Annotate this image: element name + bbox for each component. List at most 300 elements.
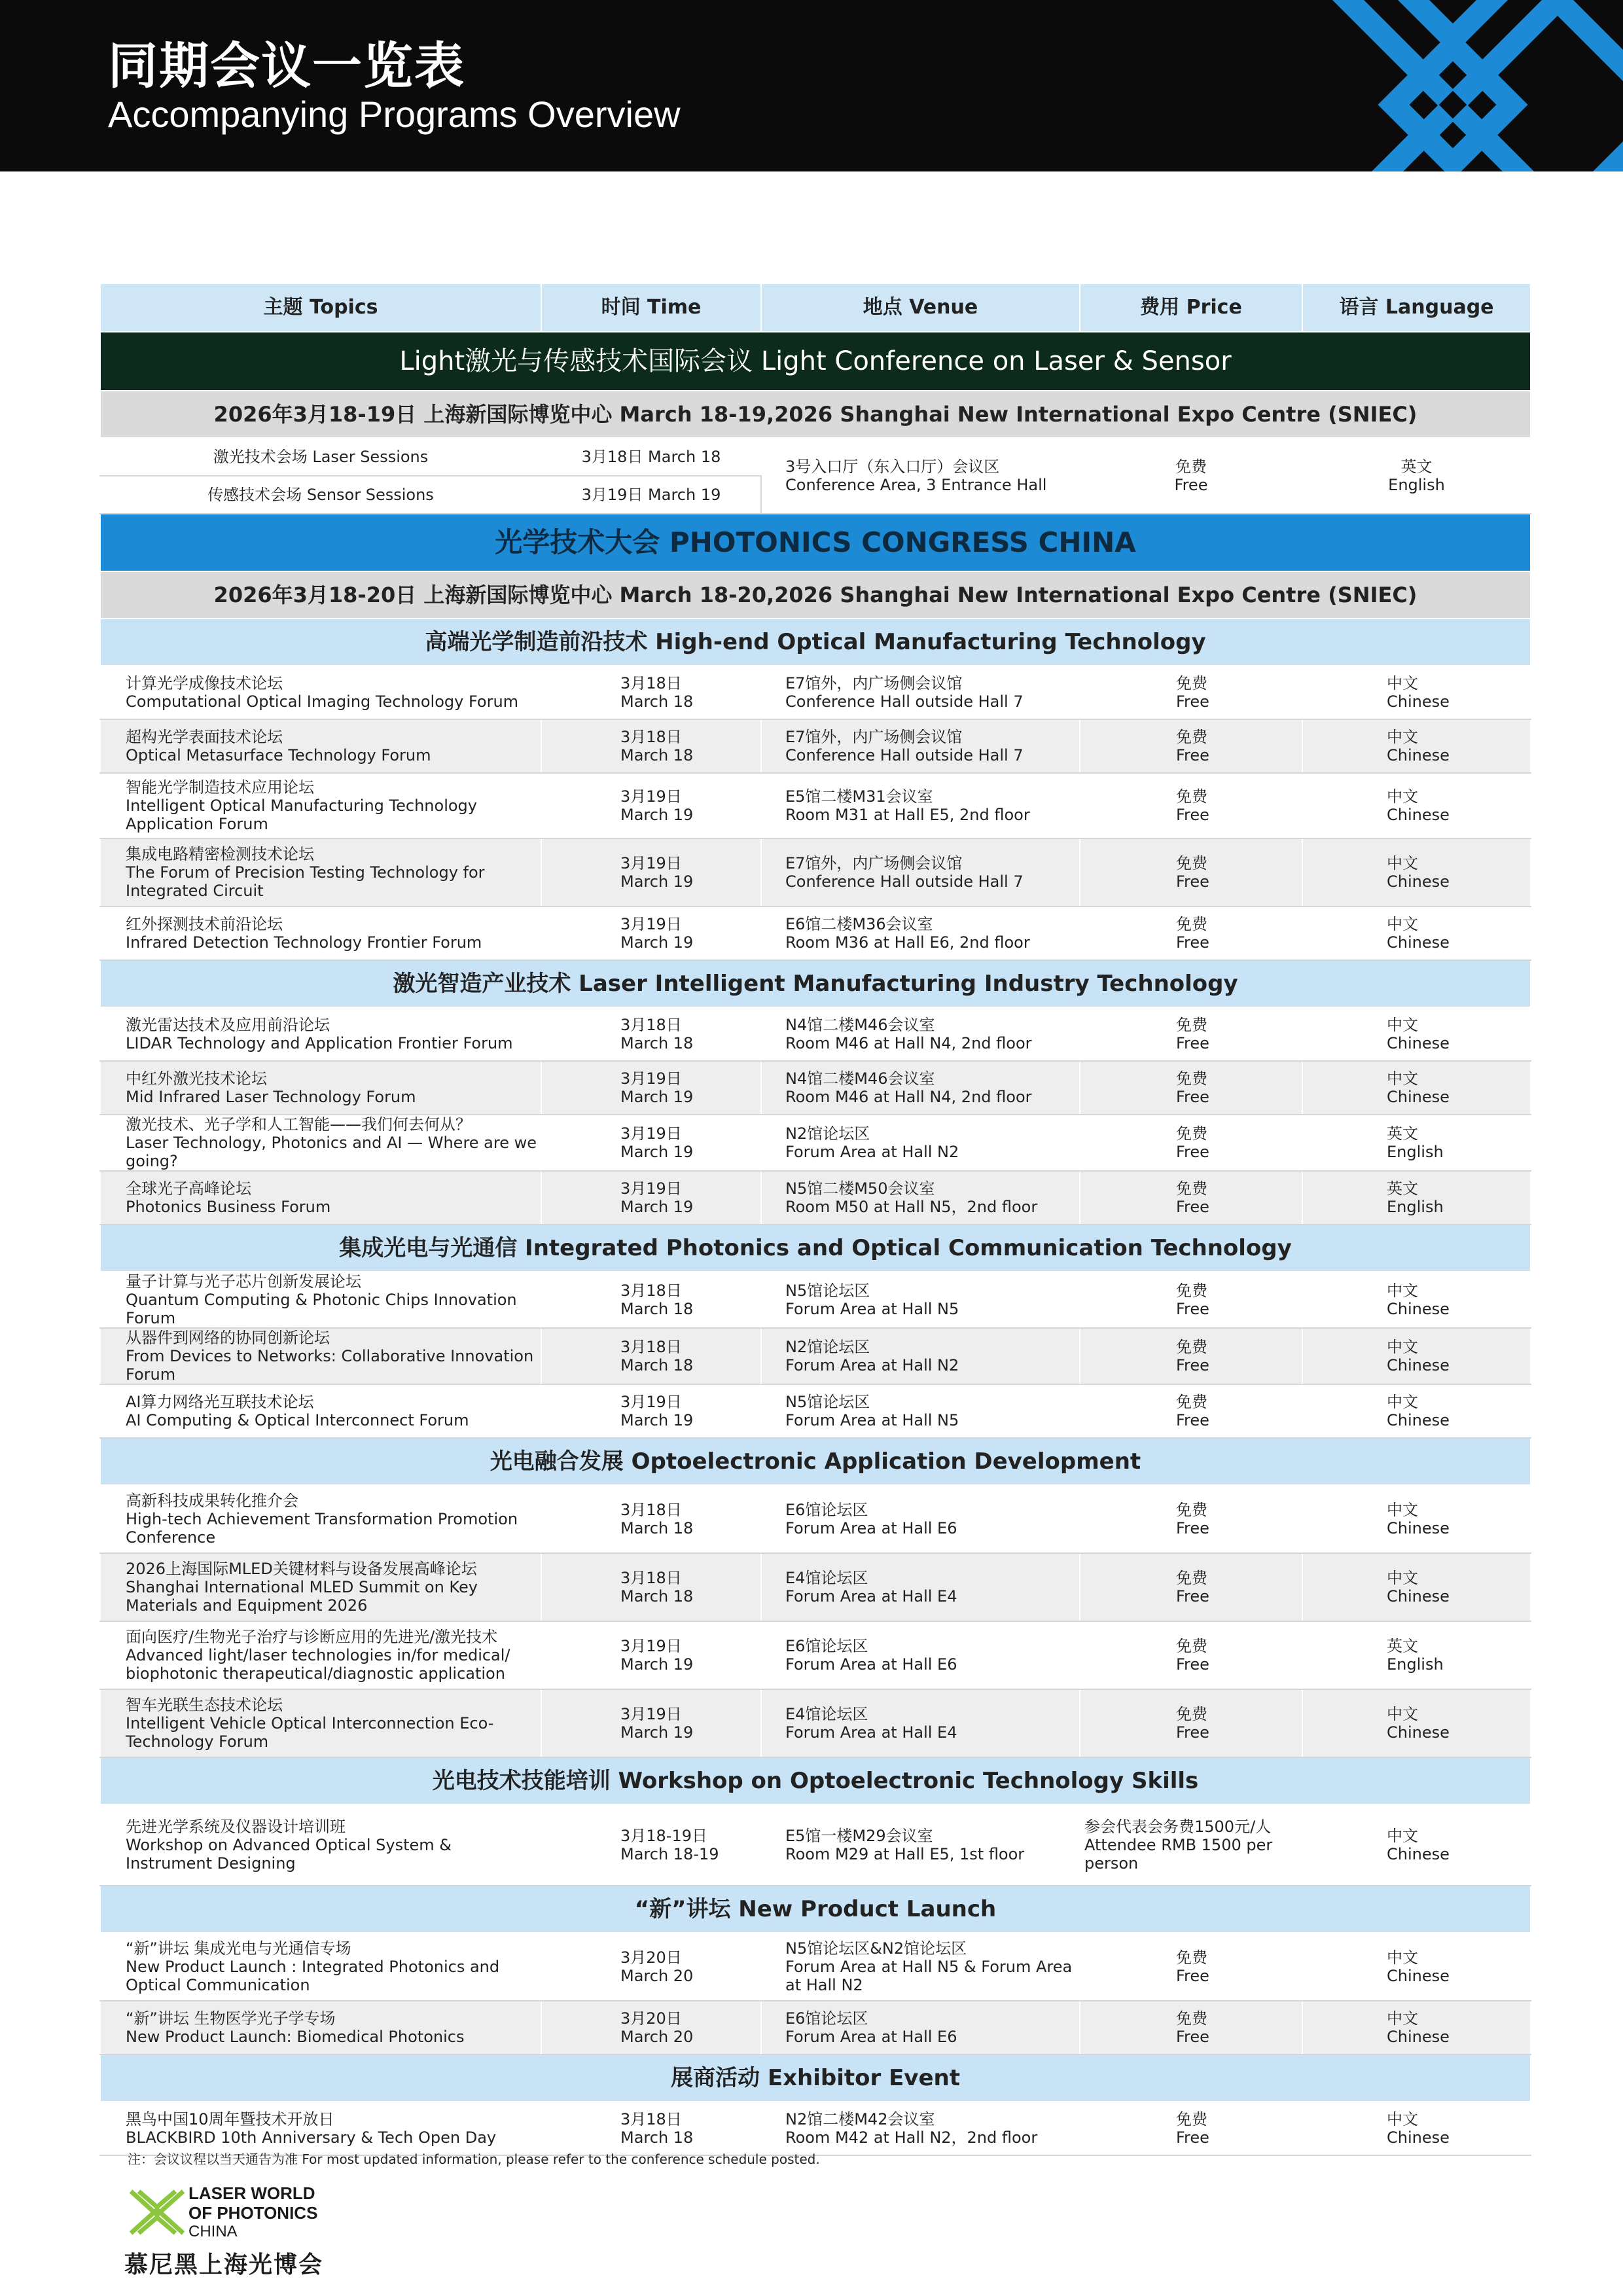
cell-topic bbox=[100, 1933, 541, 2001]
column-header-time: 时间 Time bbox=[541, 283, 761, 332]
cell-venue bbox=[761, 1171, 1080, 1225]
time-cn: 3月19日 bbox=[620, 1637, 682, 1655]
venue-en: Forum Area at Hall E4 bbox=[785, 1587, 957, 1605]
time-cn: 3月19日 bbox=[620, 1124, 682, 1143]
language-cn: 中文 bbox=[1387, 854, 1418, 872]
price-cn: 免费 bbox=[1176, 2009, 1207, 2028]
time-en: March 18 bbox=[620, 692, 694, 711]
topic-en: New Product Launch: Biomedical Photonics bbox=[126, 2028, 465, 2046]
table-row bbox=[100, 1171, 1531, 1225]
language-en: English bbox=[1387, 1198, 1444, 1216]
topic-cn: 全球光子高峰论坛 bbox=[126, 1179, 251, 1198]
light-dates: 2026年3月18-19日 上海新国际博览中心 March 18-19,2026 Shanghai New International Expo Centre (SNIEC) bbox=[100, 391, 1531, 438]
cell-venue bbox=[761, 1689, 1080, 1757]
time-cn: 3月20日 bbox=[620, 2009, 682, 2028]
table-row bbox=[100, 438, 1531, 476]
price-en: Free bbox=[1176, 2128, 1209, 2147]
topic-cn: 量子计算与光子芯片创新发展论坛 bbox=[126, 1272, 361, 1291]
column-header-price: 费用 Price bbox=[1080, 283, 1302, 332]
language-cn: 中文 bbox=[1387, 1338, 1418, 1356]
cell-price bbox=[1080, 1171, 1302, 1225]
cell-topic bbox=[100, 1328, 541, 1384]
cell-venue bbox=[761, 1621, 1080, 1689]
section-title: 高端光学制造前沿技术 High-end Optical Manufacturing Technology bbox=[100, 619, 1531, 666]
topic-en: Advanced light/laser technologies in/for medical/ biophotonic therapeutical/diagnostic application bbox=[126, 1646, 510, 1683]
venue-en: Conference Hall outside Hall 7 bbox=[785, 692, 1024, 711]
cell-price bbox=[1080, 1485, 1302, 1553]
light-price-cn: 免费 bbox=[1175, 457, 1207, 476]
cell-language bbox=[1302, 1061, 1531, 1115]
venue-cn: E6馆二楼M36会议室 bbox=[785, 915, 933, 933]
topic-cn: 2026上海国际MLED关键材料与设备发展高峰论坛 bbox=[126, 1560, 477, 1578]
language-cn: 中文 bbox=[1387, 1016, 1418, 1034]
cell-venue bbox=[761, 1328, 1080, 1384]
cell-venue bbox=[761, 1804, 1080, 1886]
cell-language bbox=[1302, 773, 1531, 838]
table-row bbox=[100, 2102, 1531, 2155]
light-topic-laser: 激光技术会场 Laser Sessions bbox=[100, 438, 541, 476]
venue-en: Forum Area at Hall N5 bbox=[785, 1300, 959, 1318]
table-row bbox=[100, 1689, 1531, 1757]
table-row bbox=[100, 1621, 1531, 1689]
cell-topic bbox=[100, 1689, 541, 1757]
language-en: Chinese bbox=[1387, 1967, 1450, 1985]
cell-price bbox=[1080, 2001, 1302, 2054]
language-en: Chinese bbox=[1387, 1845, 1450, 1863]
cell-topic bbox=[100, 1171, 541, 1225]
time-en: March 20 bbox=[620, 1967, 694, 1985]
cell-time bbox=[541, 1171, 761, 1225]
price-cn: 免费 bbox=[1176, 1016, 1207, 1034]
table-row bbox=[100, 719, 1531, 773]
venue-en: Room M46 at Hall N4, 2nd floor bbox=[785, 1034, 1032, 1052]
topic-en: Laser Technology, Photonics and AI — Where are we going? bbox=[126, 1134, 537, 1170]
cell-time bbox=[541, 1272, 761, 1328]
cell-topic bbox=[100, 906, 541, 960]
time-cn: 3月18日 bbox=[620, 674, 682, 692]
language-cn: 中文 bbox=[1387, 1569, 1418, 1587]
cell-language bbox=[1302, 1485, 1531, 1553]
topic-cn: “新”讲坛 集成光电与光通信专场 bbox=[126, 1939, 351, 1958]
price-cn: 免费 bbox=[1176, 674, 1207, 692]
language-cn: 英文 bbox=[1387, 1637, 1418, 1655]
time-en: March 18 bbox=[620, 1587, 694, 1605]
time-cn: 3月18-19日 bbox=[620, 1827, 708, 1845]
section-header-row bbox=[100, 1886, 1531, 1933]
topic-en: From Devices to Networks: Collaborative Innovation Forum bbox=[126, 1347, 534, 1384]
column-header-row bbox=[100, 283, 1531, 332]
cell-price bbox=[1080, 1115, 1302, 1171]
topic-en: Optical Metasurface Technology Forum bbox=[126, 746, 431, 764]
topic-en: Intelligent Vehicle Optical Interconnection Eco-Technology Forum bbox=[126, 1714, 494, 1751]
topic-cn: 激光雷达技术及应用前沿论坛 bbox=[126, 1016, 330, 1034]
venue-en: Forum Area at Hall E6 bbox=[785, 1655, 957, 1674]
price-en: Free bbox=[1176, 806, 1209, 824]
time-en: March 19 bbox=[620, 806, 694, 824]
section-title: “新”讲坛 New Product Launch bbox=[100, 1886, 1531, 1933]
light-language bbox=[1302, 438, 1531, 514]
cell-topic bbox=[100, 719, 541, 773]
cell-time bbox=[541, 1061, 761, 1115]
cell-venue bbox=[761, 906, 1080, 960]
time-cn: 3月19日 bbox=[620, 854, 682, 872]
light-price-en: Free bbox=[1174, 476, 1208, 494]
language-cn: 中文 bbox=[1387, 2009, 1418, 2028]
cell-price bbox=[1080, 773, 1302, 838]
cell-language bbox=[1302, 1272, 1531, 1328]
time-cn: 3月19日 bbox=[620, 1393, 682, 1411]
topic-en: New Product Launch : Integrated Photonics and Optical Communication bbox=[126, 1958, 500, 1994]
cell-price bbox=[1080, 1804, 1302, 1886]
light-time-sensor: 3月19日 March 19 bbox=[541, 476, 761, 514]
table-row bbox=[100, 1553, 1531, 1621]
topic-cn: “新”讲坛 生物医学光子学专场 bbox=[126, 2009, 336, 2028]
language-cn: 中文 bbox=[1387, 2110, 1418, 2128]
topic-cn: 集成电路精密检测技术论坛 bbox=[126, 845, 314, 863]
venue-en: Conference Hall outside Hall 7 bbox=[785, 746, 1024, 764]
section-title: 光电融合发展 Optoelectronic Application Development bbox=[100, 1438, 1531, 1485]
cell-topic bbox=[100, 773, 541, 838]
language-en: Chinese bbox=[1387, 806, 1450, 824]
table-row bbox=[100, 773, 1531, 838]
language-en: Chinese bbox=[1387, 746, 1450, 764]
cell-language bbox=[1302, 2001, 1531, 2054]
column-header-language: 语言 Language bbox=[1302, 283, 1531, 332]
section-header-row bbox=[100, 1225, 1531, 1272]
language-en: Chinese bbox=[1387, 872, 1450, 891]
venue-cn: N2馆论坛区 bbox=[785, 1338, 870, 1356]
section-header-row bbox=[100, 1757, 1531, 1804]
price-cn: 免费 bbox=[1176, 1124, 1207, 1143]
cell-topic bbox=[100, 1804, 541, 1886]
laser-world-logo-icon bbox=[124, 2186, 190, 2238]
cell-time bbox=[541, 1689, 761, 1757]
programs-table bbox=[99, 283, 1531, 2156]
price-cn: 免费 bbox=[1176, 1501, 1207, 1519]
topic-cn: 智能光学制造技术应用论坛 bbox=[126, 778, 314, 797]
price-en: Free bbox=[1176, 1198, 1209, 1216]
price-cn: 免费 bbox=[1176, 1705, 1207, 1723]
time-en: March 18 bbox=[620, 1519, 694, 1537]
cell-price bbox=[1080, 1272, 1302, 1328]
language-cn: 英文 bbox=[1387, 1124, 1418, 1143]
cell-time bbox=[541, 1621, 761, 1689]
page-title-cn: 同期会议一览表 bbox=[108, 37, 465, 95]
topic-cn: 超构光学表面技术论坛 bbox=[126, 728, 283, 746]
language-en: English bbox=[1387, 1143, 1444, 1161]
topic-cn: 计算光学成像技术论坛 bbox=[126, 674, 283, 692]
table-row bbox=[100, 2001, 1531, 2054]
language-en: Chinese bbox=[1387, 1300, 1450, 1318]
time-en: March 19 bbox=[620, 872, 694, 891]
light-language-en: English bbox=[1388, 476, 1445, 494]
light-price bbox=[1080, 438, 1302, 514]
venue-cn: N2馆二楼M42会议室 bbox=[785, 2110, 935, 2128]
cell-time bbox=[541, 1115, 761, 1171]
language-en: Chinese bbox=[1387, 2128, 1450, 2147]
cell-price bbox=[1080, 666, 1302, 719]
price-cn: 免费 bbox=[1176, 1948, 1207, 1967]
cell-language bbox=[1302, 719, 1531, 773]
time-cn: 3月18日 bbox=[620, 1016, 682, 1034]
time-en: March 19 bbox=[620, 1655, 694, 1674]
price-en: Free bbox=[1176, 1587, 1209, 1605]
cell-topic bbox=[100, 1272, 541, 1328]
time-cn: 3月19日 bbox=[620, 1179, 682, 1198]
price-en: Free bbox=[1176, 1356, 1209, 1374]
venue-cn: E7馆外，内广场侧会议馆 bbox=[785, 674, 963, 692]
venue-en: Room M36 at Hall E6, 2nd floor bbox=[785, 933, 1030, 952]
venue-cn: E7馆外，内广场侧会议馆 bbox=[785, 728, 963, 746]
topic-en: Mid Infrared Laser Technology Forum bbox=[126, 1088, 416, 1106]
cell-language bbox=[1302, 1171, 1531, 1225]
time-cn: 3月20日 bbox=[620, 1948, 682, 1967]
venue-cn: N4馆二楼M46会议室 bbox=[785, 1069, 935, 1088]
venue-en: Room M42 at Hall N2，2nd floor bbox=[785, 2128, 1038, 2147]
language-cn: 中文 bbox=[1387, 674, 1418, 692]
page-title-en: Accompanying Programs Overview bbox=[108, 94, 681, 135]
light-conference-row bbox=[100, 332, 1531, 391]
section-header-row bbox=[100, 2054, 1531, 2102]
cell-venue bbox=[761, 1061, 1080, 1115]
language-en: Chinese bbox=[1387, 1034, 1450, 1052]
section-header-row bbox=[100, 619, 1531, 666]
language-en: Chinese bbox=[1387, 933, 1450, 952]
cell-venue bbox=[761, 1485, 1080, 1553]
time-cn: 3月18日 bbox=[620, 2110, 682, 2128]
language-cn: 中文 bbox=[1387, 1069, 1418, 1088]
venue-cn: E4馆论坛区 bbox=[785, 1569, 868, 1587]
cell-price bbox=[1080, 906, 1302, 960]
table-row bbox=[100, 906, 1531, 960]
cell-venue bbox=[761, 1007, 1080, 1061]
time-cn: 3月19日 bbox=[620, 787, 682, 806]
venue-en: Room M31 at Hall E5, 2nd floor bbox=[785, 806, 1030, 824]
table-row bbox=[100, 1115, 1531, 1171]
topic-en: Computational Optical Imaging Technology Forum bbox=[126, 692, 519, 711]
time-cn: 3月19日 bbox=[620, 1705, 682, 1723]
cell-topic bbox=[100, 1115, 541, 1171]
price-cn: 免费 bbox=[1176, 1569, 1207, 1587]
cell-venue bbox=[761, 719, 1080, 773]
cell-price bbox=[1080, 1553, 1302, 1621]
time-cn: 3月18日 bbox=[620, 1338, 682, 1356]
venue-en: Room M50 at Hall N5，2nd floor bbox=[785, 1198, 1038, 1216]
venue-cn: N2馆论坛区 bbox=[785, 1124, 870, 1143]
cell-topic bbox=[100, 838, 541, 906]
cell-time bbox=[541, 1804, 761, 1886]
venue-cn: E4馆论坛区 bbox=[785, 1705, 868, 1723]
time-en: March 18 bbox=[620, 1356, 694, 1374]
section-header-row bbox=[100, 1438, 1531, 1485]
price-cn: 免费 bbox=[1176, 1338, 1207, 1356]
light-venue-en: Conference Area, 3 Entrance Hall bbox=[785, 476, 1047, 494]
cell-price bbox=[1080, 1061, 1302, 1115]
topic-en: Workshop on Advanced Optical System & Instrument Designing bbox=[126, 1836, 452, 1873]
cell-language bbox=[1302, 1689, 1531, 1757]
time-en: March 18 bbox=[620, 2128, 694, 2147]
cell-price bbox=[1080, 2102, 1302, 2155]
time-en: March 19 bbox=[620, 1723, 694, 1742]
cell-time bbox=[541, 773, 761, 838]
footer-note: 注：会议议程以当天通告为准 For most updated information, please refer to the conference schedule posted. bbox=[128, 2151, 820, 2167]
cell-time bbox=[541, 906, 761, 960]
venue-cn: E6馆论坛区 bbox=[785, 1637, 868, 1655]
topic-cn: 中红外激光技术论坛 bbox=[126, 1069, 267, 1088]
language-cn: 中文 bbox=[1387, 728, 1418, 746]
venue-en: Forum Area at Hall N2 bbox=[785, 1356, 959, 1374]
section-header-row bbox=[100, 960, 1531, 1007]
column-header-topics: 主题 Topics bbox=[100, 283, 541, 332]
time-en: March 19 bbox=[620, 1088, 694, 1106]
time-en: March 18 bbox=[620, 746, 694, 764]
price-cn: 免费 bbox=[1176, 728, 1207, 746]
table-row bbox=[100, 838, 1531, 906]
venue-en: Forum Area at Hall E6 bbox=[785, 2028, 957, 2046]
section-title: 激光智造产业技术 Laser Intelligent Manufacturing Industry Technology bbox=[100, 960, 1531, 1007]
venue-cn: N4馆二楼M46会议室 bbox=[785, 1016, 935, 1034]
cell-topic bbox=[100, 2102, 541, 2155]
cell-language bbox=[1302, 1621, 1531, 1689]
cell-venue bbox=[761, 1384, 1080, 1438]
topic-en: AI Computing & Optical Interconnect Forum bbox=[126, 1411, 469, 1429]
time-en: March 19 bbox=[620, 1198, 694, 1216]
price-cn: 免费 bbox=[1176, 854, 1207, 872]
geometric-pattern-icon bbox=[1283, 0, 1623, 171]
cell-price bbox=[1080, 1328, 1302, 1384]
price-en: Free bbox=[1176, 2028, 1209, 2046]
topic-en: Photonics Business Forum bbox=[126, 1198, 331, 1216]
language-en: Chinese bbox=[1387, 1088, 1450, 1106]
light-topic-sensor: 传感技术会场 Sensor Sessions bbox=[100, 476, 541, 514]
cell-price bbox=[1080, 1689, 1302, 1757]
topic-cn: 黑鸟中国10周年暨技术开放日 bbox=[126, 2110, 334, 2128]
table-row bbox=[100, 666, 1531, 719]
topic-cn: 激光技术、光子学和人工智能——我们何去何从？ bbox=[126, 1115, 471, 1134]
price-en: Free bbox=[1176, 1655, 1209, 1674]
table-row bbox=[100, 1272, 1531, 1328]
section-title: 展商活动 Exhibitor Event bbox=[100, 2054, 1531, 2102]
time-cn: 3月19日 bbox=[620, 1069, 682, 1088]
topic-en: LIDAR Technology and Application Frontier Forum bbox=[126, 1034, 513, 1052]
time-en: March 19 bbox=[620, 1143, 694, 1161]
venue-cn: E5馆二楼M31会议室 bbox=[785, 787, 933, 806]
language-en: Chinese bbox=[1387, 692, 1450, 711]
topic-cn: 红外探测技术前沿论坛 bbox=[126, 915, 283, 933]
language-cn: 中文 bbox=[1387, 1705, 1418, 1723]
light-language-cn: 英文 bbox=[1400, 457, 1433, 476]
cell-price bbox=[1080, 719, 1302, 773]
brand-line-2: OF PHOTONICS bbox=[188, 2203, 318, 2223]
price-cn: 免费 bbox=[1176, 1179, 1207, 1198]
price-en: Free bbox=[1176, 692, 1209, 711]
cell-price bbox=[1080, 1621, 1302, 1689]
language-en: Chinese bbox=[1387, 1519, 1450, 1537]
topic-cn: 智车光联生态技术论坛 bbox=[126, 1696, 283, 1714]
language-en: Chinese bbox=[1387, 1356, 1450, 1374]
cell-language bbox=[1302, 666, 1531, 719]
topic-en: Intelligent Optical Manufacturing Technology Application Forum bbox=[126, 797, 477, 833]
brand-name bbox=[188, 2183, 317, 2223]
venue-cn: E5馆一楼M29会议室 bbox=[785, 1827, 933, 1845]
table-row bbox=[100, 1007, 1531, 1061]
cell-language bbox=[1302, 1115, 1531, 1171]
cell-time bbox=[541, 719, 761, 773]
light-time-laser: 3月18日 March 18 bbox=[541, 438, 761, 476]
cell-topic bbox=[100, 1384, 541, 1438]
language-cn: 中文 bbox=[1387, 1501, 1418, 1519]
language-cn: 中文 bbox=[1387, 1948, 1418, 1967]
light-conference-title: Light激光与传感技术国际会议 Light Conference on Laser & Sensor bbox=[100, 332, 1531, 391]
language-cn: 中文 bbox=[1387, 1282, 1418, 1300]
price-en: Free bbox=[1176, 1088, 1209, 1106]
time-en: March 19 bbox=[620, 933, 694, 952]
venue-en: Room M29 at Hall E5, 1st floor bbox=[785, 1845, 1025, 1863]
cell-venue bbox=[761, 2102, 1080, 2155]
venue-cn: E6馆论坛区 bbox=[785, 2009, 868, 2028]
time-en: March 19 bbox=[620, 1411, 694, 1429]
price-en: Free bbox=[1176, 1034, 1209, 1052]
time-cn: 3月18日 bbox=[620, 1569, 682, 1587]
cell-language bbox=[1302, 1804, 1531, 1886]
section-title: 集成光电与光通信 Integrated Photonics and Optical Communication Technology bbox=[100, 1225, 1531, 1272]
language-cn: 中文 bbox=[1387, 1393, 1418, 1411]
venue-en: Forum Area at Hall E4 bbox=[785, 1723, 957, 1742]
congress-row bbox=[100, 514, 1531, 571]
cell-venue bbox=[761, 2001, 1080, 2054]
venue-en: Forum Area at Hall N5 & Forum Area at Hall N2 bbox=[785, 1958, 1073, 1994]
cell-price bbox=[1080, 1933, 1302, 2001]
cell-venue bbox=[761, 773, 1080, 838]
language-en: Chinese bbox=[1387, 1587, 1450, 1605]
cell-time bbox=[541, 1328, 761, 1384]
cell-time bbox=[541, 1384, 761, 1438]
cell-venue bbox=[761, 1933, 1080, 2001]
cell-language bbox=[1302, 838, 1531, 906]
cell-time bbox=[541, 2102, 761, 2155]
table-row bbox=[100, 1061, 1531, 1115]
price-cn: 免费 bbox=[1176, 2110, 1207, 2128]
table-row bbox=[100, 1933, 1531, 2001]
cell-time bbox=[541, 838, 761, 906]
cell-language bbox=[1302, 1553, 1531, 1621]
topic-cn: 面向医疗/生物光子治疗与诊断应用的先进光/激光技术 bbox=[126, 1628, 498, 1646]
cell-venue bbox=[761, 838, 1080, 906]
time-cn: 3月18日 bbox=[620, 1282, 682, 1300]
topic-cn: 从器件到网络的协同创新论坛 bbox=[126, 1329, 330, 1347]
price-en: Free bbox=[1176, 1300, 1209, 1318]
time-cn: 3月18日 bbox=[620, 1501, 682, 1519]
table-row bbox=[100, 1384, 1531, 1438]
topic-en: Quantum Computing & Photonic Chips Innovation Forum bbox=[126, 1291, 517, 1327]
cell-language bbox=[1302, 906, 1531, 960]
cell-topic bbox=[100, 1485, 541, 1553]
cell-topic bbox=[100, 1553, 541, 1621]
venue-cn: N5馆二楼M50会议室 bbox=[785, 1179, 935, 1198]
language-en: Chinese bbox=[1387, 1723, 1450, 1742]
venue-cn: E6馆论坛区 bbox=[785, 1501, 868, 1519]
topic-en: BLACKBIRD 10th Anniversary & Tech Open Day bbox=[126, 2128, 497, 2147]
price-en: Free bbox=[1176, 933, 1209, 952]
price-en: Free bbox=[1176, 1723, 1209, 1742]
language-cn: 中文 bbox=[1387, 915, 1418, 933]
venue-cn: E7馆外，内广场侧会议馆 bbox=[785, 854, 963, 872]
price-en: Free bbox=[1176, 1967, 1209, 1985]
price-en: Free bbox=[1176, 872, 1209, 891]
venue-cn: N5馆论坛区&N2馆论坛区 bbox=[785, 1939, 967, 1958]
cell-topic bbox=[100, 2001, 541, 2054]
cell-price bbox=[1080, 838, 1302, 906]
